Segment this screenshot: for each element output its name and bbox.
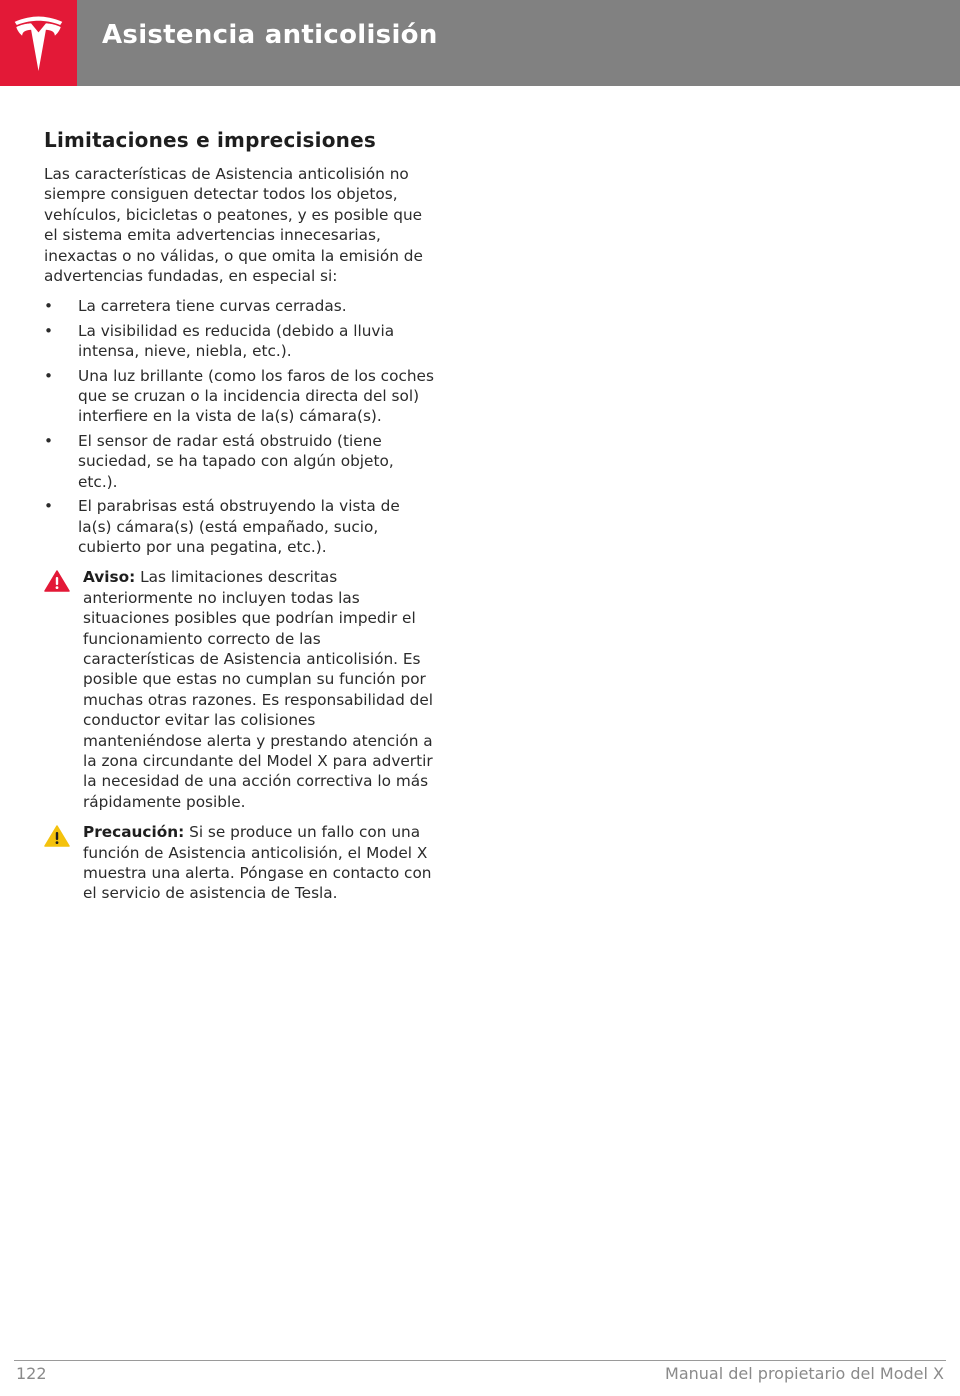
list-item-text: El parabrisas está obstruyendo la vista de la(s) cámara(s) (está empañado, sucio, cubierto por una pegatina, etc.). (78, 497, 400, 556)
bullet-marker: • (44, 321, 54, 340)
page-title: Asistencia anticolisión (102, 20, 438, 50)
caution-label: Precaución: (83, 823, 185, 842)
list-item (44, 431, 436, 492)
caution-notice (44, 822, 436, 904)
caution-triangle-icon (44, 825, 70, 847)
warning-body: Las limitaciones descritas anteriormente no incluyen todas las situaciones posibles que podrían impedir el funcionamiento correcto de las características de Asistencia anticolisión. Es posible que estas no cumplan su función por muchas otras razones. Es responsabilidad del conductor evitar las colisiones manteniéndose alerta y prestando atención a la zona circundante del Model X para advertir la necesidad de una acción correctiva lo más rápidamente posible. (83, 568, 434, 811)
bullet-marker: • (44, 497, 54, 516)
tesla-logo-icon (12, 16, 65, 71)
list-item (44, 296, 436, 316)
warning-text (83, 567, 436, 812)
list-item (44, 496, 436, 557)
list-item-text: El sensor de radar está obstruido (tiene suciedad, se ha tapado con algún objeto, etc.). (78, 431, 394, 491)
limitations-list (44, 296, 436, 557)
header-bar (0, 0, 960, 86)
caution-text (83, 822, 436, 904)
bullet-marker: • (44, 366, 54, 385)
list-item (44, 366, 436, 427)
footer-divider (14, 1360, 946, 1361)
section-heading: Limitaciones e imprecisiones (44, 128, 376, 152)
bullet-marker: • (44, 297, 54, 316)
intro-paragraph: Las características de Asistencia anticolisión no siempre consiguen detectar todos los objetos, vehículos, bicicletas o peatones, y es posible que el sistema emita advertencias innecesarias, inexactas o no válidas, o que omita la emisión de advertencias fundadas, en especial si: (44, 165, 423, 286)
warning-triangle-icon (44, 570, 70, 592)
list-item-text: Una luz brillante (como los faros de los coches que se cruzan o la incidencia directa del sol) interfiere en la vista de la(s) cámara(s). (78, 366, 434, 426)
tesla-logo (0, 0, 77, 86)
page-number: 122 (16, 1364, 47, 1383)
list-item-text: La visibilidad es reducida (debido a lluvia intensa, nieve, niebla, etc.). (78, 321, 395, 361)
warning-label: Aviso: (83, 568, 136, 587)
caution-body: Si se produce un fallo con una función de Asistencia anticolisión, el Model X muestra una alerta. Póngase en contacto con el servicio de asistencia de Tesla. (83, 823, 432, 903)
list-item-text: La carretera tiene curvas cerradas. (78, 297, 347, 316)
bullet-marker: • (44, 431, 54, 450)
main-content (44, 128, 436, 914)
footer-title: Manual del propietario del Model X (665, 1364, 944, 1383)
warning-notice (44, 567, 436, 812)
list-item (44, 321, 436, 362)
